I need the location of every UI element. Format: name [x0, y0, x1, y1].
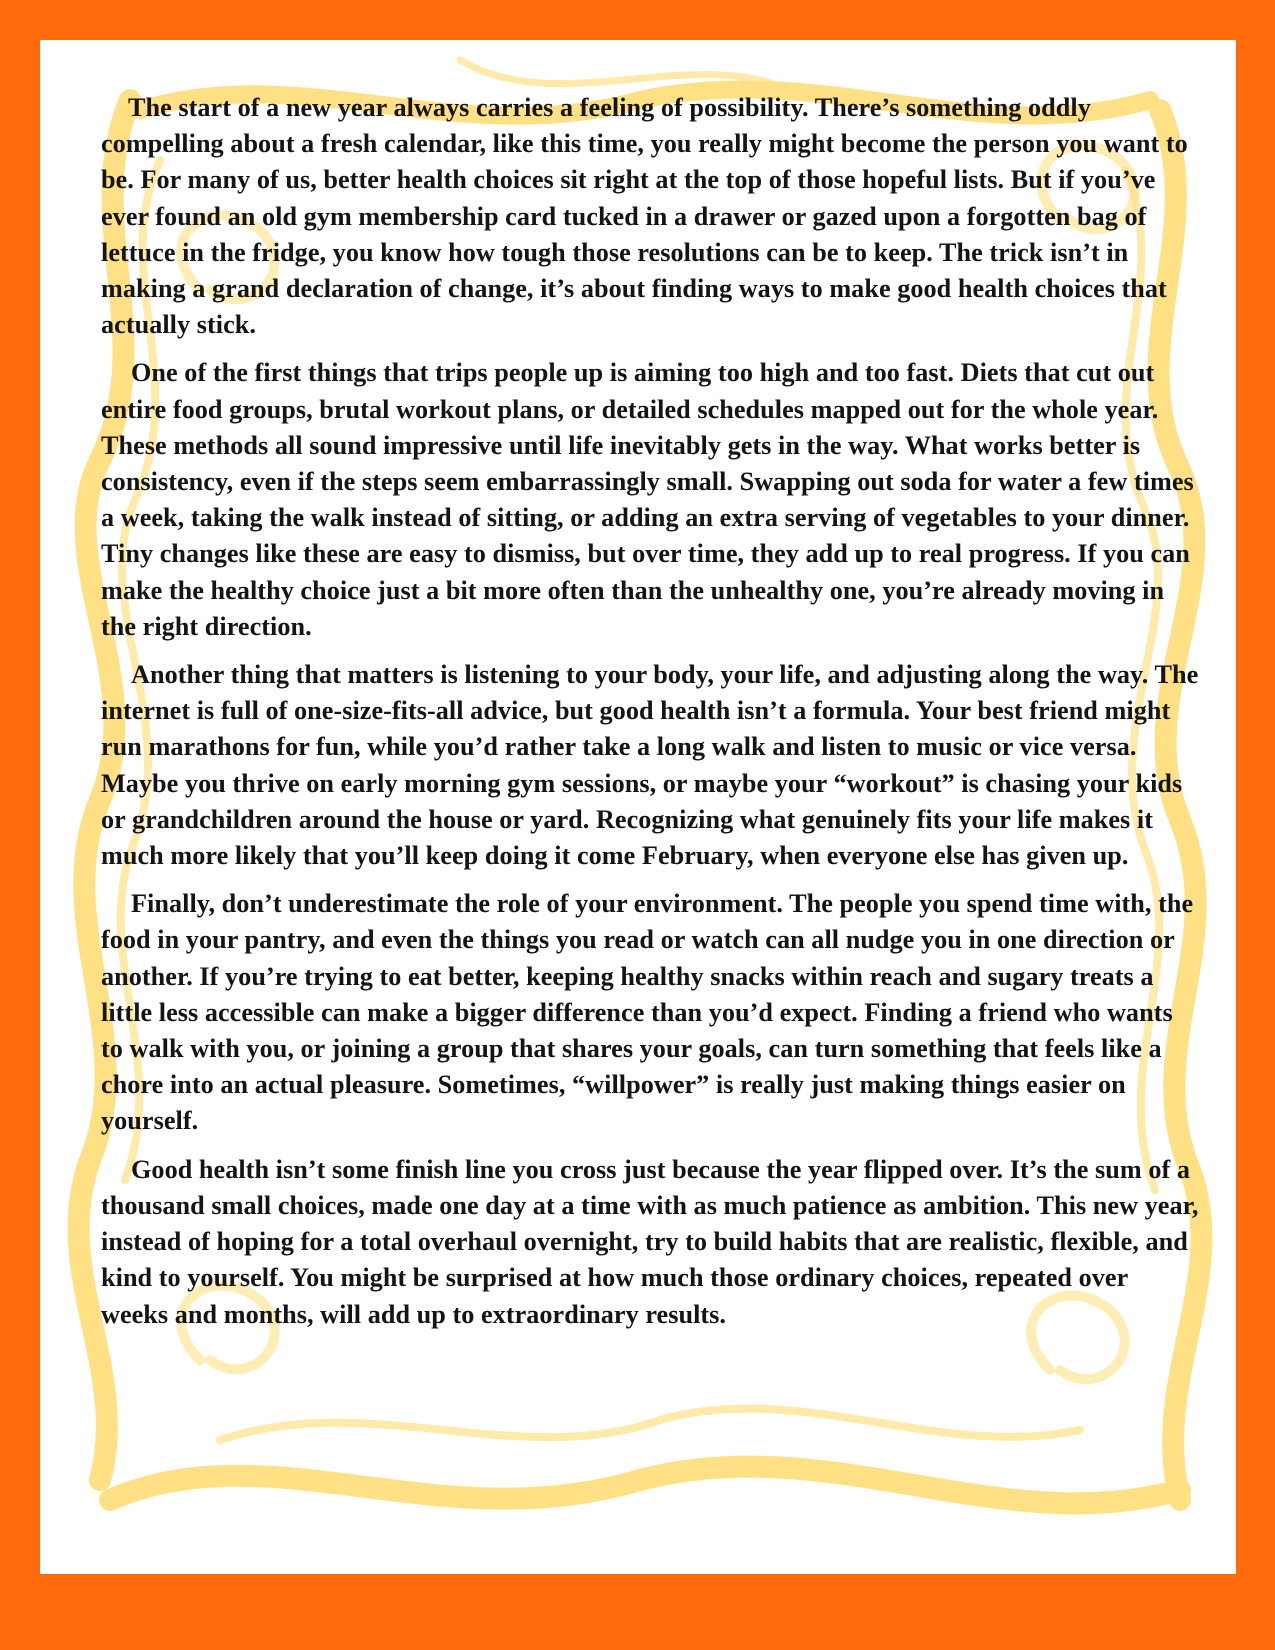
article-paragraph-3: Another thing that matters is listening to your body, your life, and adjusting along the way. The internet is full of one-size-fits-all advice, but good health isn’t a formula. Your best friend might run marathons for fun, while you’d rather take a long walk and listen to music or vice versa. Maybe you thrive on early morning gym sessions, or maybe your “workout” is chasing your kids or grandchildren around the house or yard. Recognizing what genuinely fits your life makes it much more likely that you’ll keep doing it come February, when everyone else has given up.: [101, 660, 1199, 871]
article-paragraph-5: Good health isn’t some finish line you cross just because the year flipped over. It’s the sum of a thousand small choices, made one day at a time with as much patience as ambition. This new year, instead of hoping for a total overhaul overnight, try to build habits that are realistic, flexible, and kind to yourself. You might be surprised at how much those ordinary choices, repeated over weeks and months, will add up to extraordinary results.: [101, 1154, 1199, 1329]
article-paragraph-2: One of the first things that trips people up is aiming too high and too fast. Diets that cut out entire food groups, brutal workout plans, or detailed schedules mapped out for the whole year. These methods all sound impressive until life inevitably gets in the way. What works better is consistency, even if the steps seem embarrassingly small. Swapping out soda for water a few times a week, taking the walk instead of sitting, or adding an extra serving of vegetables to your dinner. Tiny changes like these are easy to dismiss, but over time, they add up to real progress. If you can make the healthy choice just a bit more often than the unhealthy one, you’re already moving in the right direction.: [101, 358, 1194, 641]
article-body: [101, 90, 1201, 1345]
article-paragraph-4: Finally, don’t underestimate the role of your environment. The people you spend time with, the food in your pantry, and even the things you read or watch can all nudge you in one direction or another. If you’re trying to eat better, keeping healthy snacks within reach and sugary treats a little less accessible can make a bigger difference than you’d expect. Finding a friend who wants to walk with you, or joining a group that shares your goals, can turn something that feels like a chore into an actual pleasure. Sometimes, “willpower” is really just making things easier on yourself.: [101, 889, 1194, 1136]
article-paragraph-1: The start of a new year always carries a feeling of possibility. There’s something oddly compelling about a fresh calendar, like this time, you really might become the person you want to be. For many of us, better health choices sit right at the top of those hopeful lists. But if you’ve ever found an old gym membership card tucked in a drawer or gazed upon a forgotten bag of lettuce in the fridge, you know how tough those resolutions can be to keep. The trick isn’t in making a grand declaration of change, it’s about finding ways to make good health choices that actually stick.: [101, 93, 1188, 340]
page-sheet: [40, 40, 1236, 1574]
